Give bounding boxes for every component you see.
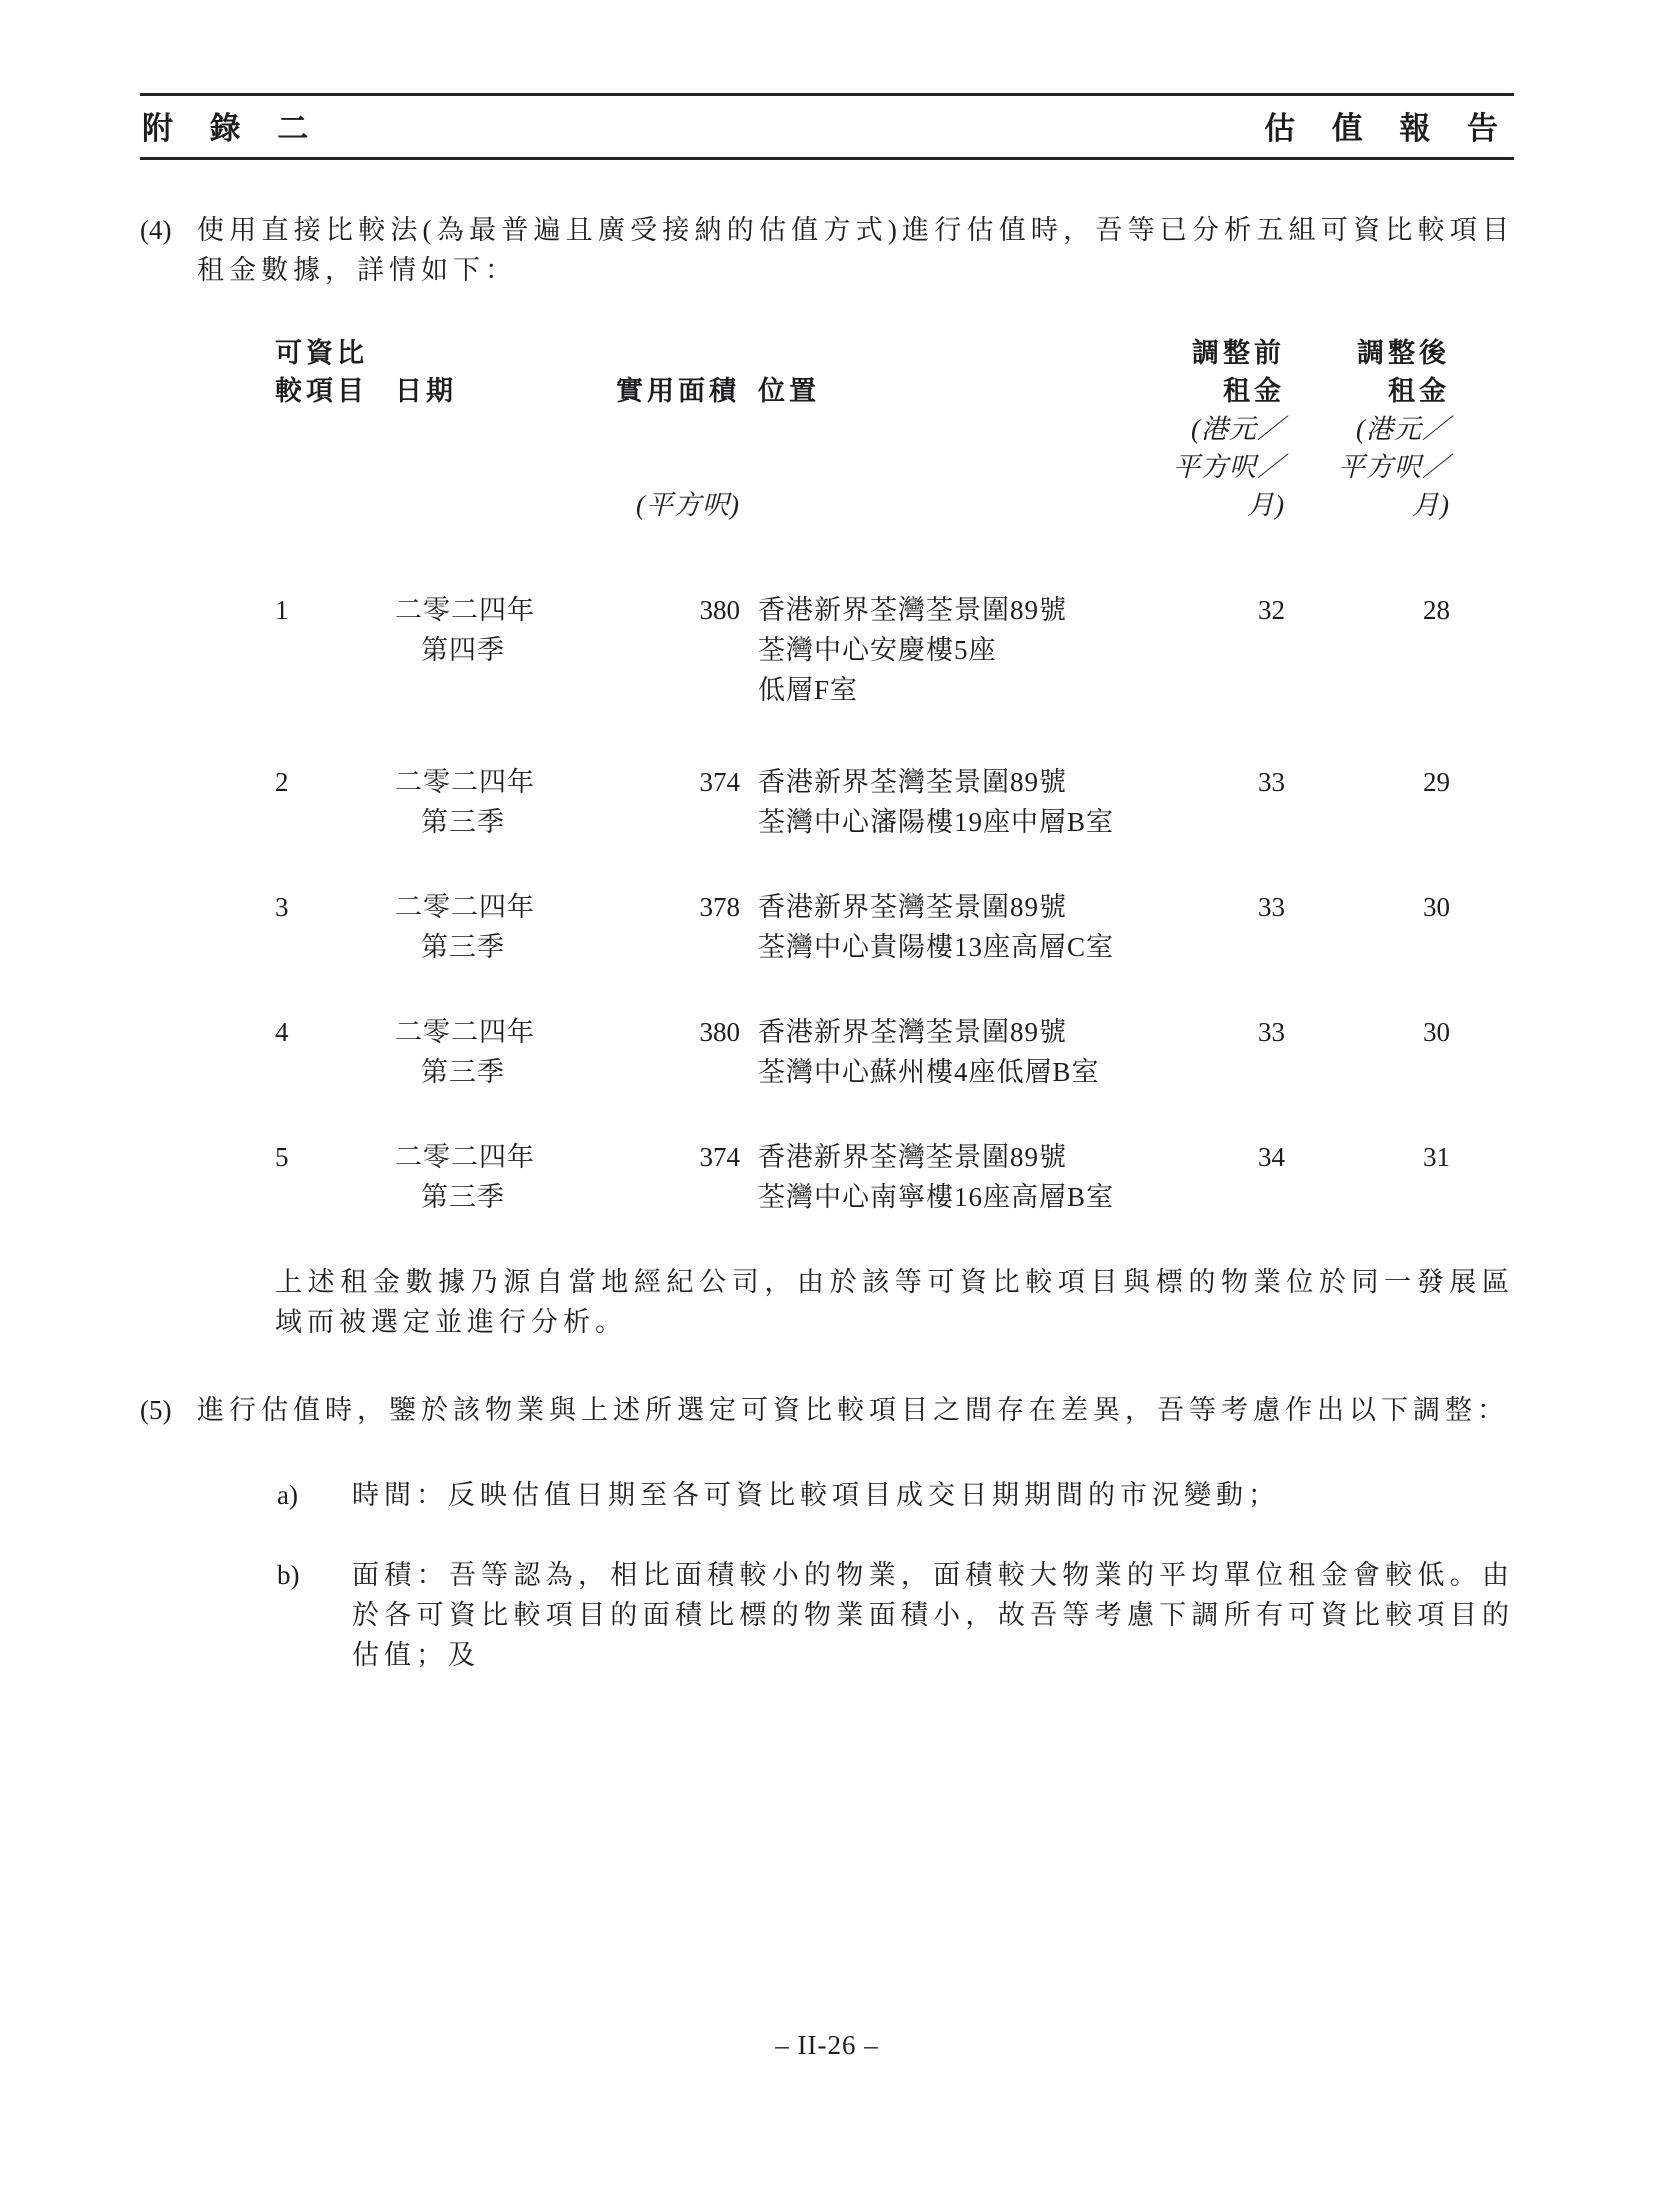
paragraph-4-text: 使用直接比較法(為最普遍且廣受接納的估值方式)進行估值時，吾等已分析五組可資比較項目租金數據，詳情如下： bbox=[197, 215, 1514, 285]
table-row bbox=[275, 1137, 1514, 1217]
row-location: 香港新界荃灣荃景圍89號 荃灣中心蘇州樓4座低層B室 bbox=[758, 1017, 1100, 1087]
paragraph-5-text: 進行估值時，鑒於該物業與上述所選定可資比較項目之間存在差異，吾等考慮作出以下調整： bbox=[197, 1395, 1509, 1425]
header-col-date: 日期 bbox=[395, 376, 457, 406]
row-number: 4 bbox=[275, 1017, 289, 1047]
paragraph-4 bbox=[140, 210, 1514, 290]
row-rent-after: 30 bbox=[1423, 1017, 1450, 1047]
row-date: 二零二四年 第三季 bbox=[395, 767, 535, 837]
row-rent-before: 33 bbox=[1258, 767, 1285, 797]
row-rent-before: 32 bbox=[1258, 595, 1285, 625]
row-date: 二零二四年 第三季 bbox=[395, 1017, 535, 1087]
row-date: 二零二四年 第四季 bbox=[395, 595, 535, 665]
row-date: 二零二四年 第三季 bbox=[395, 1142, 535, 1212]
table-row bbox=[275, 887, 1514, 967]
comparables-table bbox=[275, 334, 1514, 1217]
paragraph-4-number: (4) bbox=[140, 215, 172, 245]
row-rent-after: 28 bbox=[1423, 595, 1450, 625]
header-col-rent-before: 調整前 租金 (港元／ 平方呎／ 月) bbox=[1173, 338, 1285, 520]
row-rent-before: 33 bbox=[1258, 1017, 1285, 1047]
row-rent-before: 34 bbox=[1258, 1142, 1285, 1172]
row-date: 二零二四年 第三季 bbox=[395, 892, 535, 962]
header-col-area: 實用面積 (平方呎) bbox=[570, 334, 740, 524]
appendix-title: 附 錄 二 bbox=[142, 111, 323, 146]
page-header-band bbox=[140, 93, 1514, 160]
row-rent-after: 29 bbox=[1423, 767, 1450, 797]
table-row bbox=[275, 762, 1514, 842]
paragraph-5 bbox=[140, 1390, 1514, 1430]
row-number: 1 bbox=[275, 595, 289, 625]
area-unit-label: (平方呎) bbox=[636, 490, 740, 520]
header-col-item: 可資比 較項目 bbox=[275, 338, 368, 406]
sub-item-a bbox=[277, 1475, 1514, 1515]
sub-item-b-text: 面積：吾等認為，相比面積較小的物業，面積較大物業的平均單位租金會較低。由於各可資比較項目的面積比標的物業面積小，故吾等考慮下調所有可資比較項目的估值；及 bbox=[352, 1560, 1514, 1670]
row-rent-after: 30 bbox=[1423, 892, 1450, 922]
row-number: 2 bbox=[275, 767, 289, 797]
table-header bbox=[275, 334, 1514, 524]
sub-item-b-number: b) bbox=[277, 1560, 300, 1590]
row-area: 374 bbox=[699, 1142, 740, 1172]
sub-item-a-text: 時間：反映估值日期至各可資比較項目成交日期期間的市況變動； bbox=[352, 1480, 1280, 1510]
row-area: 380 bbox=[699, 595, 740, 625]
row-number: 3 bbox=[275, 892, 289, 922]
row-area: 380 bbox=[699, 1017, 740, 1047]
row-area: 378 bbox=[699, 892, 740, 922]
sub-item-b bbox=[277, 1555, 1514, 1675]
row-location: 香港新界荃灣荃景圍89號 荃灣中心南寧樓16座高層B室 bbox=[758, 1142, 1115, 1212]
table-row bbox=[275, 590, 1514, 710]
row-location: 香港新界荃灣荃景圍89號 荃灣中心貴陽樓13座高層C室 bbox=[758, 892, 1115, 962]
page-number: – II-26 – bbox=[775, 2030, 879, 2060]
report-title: 估 值 報 告 bbox=[1264, 111, 1512, 146]
header-col-location: 位置 bbox=[758, 376, 820, 406]
sub-item-a-number: a) bbox=[277, 1480, 298, 1510]
row-area: 374 bbox=[699, 767, 740, 797]
table-row bbox=[275, 1012, 1514, 1092]
after-table-note: 上述租金數據乃源自當地經紀公司，由於該等可資比較項目與標的物業位於同一發展區域而被選定並進行分析。 bbox=[275, 1267, 1514, 1337]
row-location: 香港新界荃灣荃景圍89號 荃灣中心瀋陽樓19座中層B室 bbox=[758, 767, 1115, 837]
header-col-rent-after: 調整後 租金 (港元／ 平方呎／ 月) bbox=[1338, 338, 1450, 520]
row-rent-before: 33 bbox=[1258, 892, 1285, 922]
paragraph-5-number: (5) bbox=[140, 1395, 172, 1425]
row-rent-after: 31 bbox=[1423, 1142, 1450, 1172]
row-number: 5 bbox=[275, 1142, 289, 1172]
row-location: 香港新界荃灣荃景圍89號 荃灣中心安慶樓5座 低層F室 bbox=[758, 595, 1067, 705]
